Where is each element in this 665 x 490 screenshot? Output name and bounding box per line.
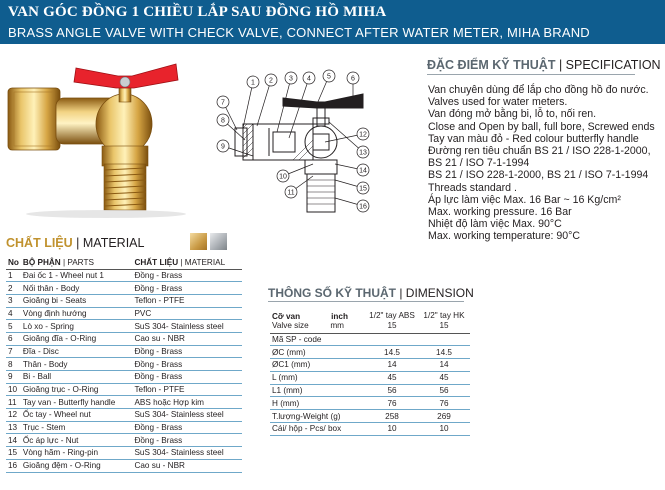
dimension-value-abs: 45 <box>366 371 418 384</box>
callout-number: 15 <box>359 185 367 193</box>
col-no: No <box>8 258 19 268</box>
callout-number: 3 <box>289 75 293 83</box>
unit-inch: inch <box>331 311 348 321</box>
dimension-value-hk: 56 <box>418 384 470 397</box>
part-name: Trục - Stem <box>21 421 133 434</box>
dimension-value-hk <box>418 333 470 346</box>
part-number: 1 <box>6 269 21 282</box>
callout-number: 10 <box>279 173 287 181</box>
material-row <box>6 320 242 333</box>
part-number: 16 <box>6 459 21 472</box>
part-name: Đai ốc 1 - Wheel nut 1 <box>21 269 133 282</box>
part-name: Gioăng đệm - O-Ring <box>21 459 133 472</box>
specification-line: Tay van màu đỏ - Red colour butterfly handle <box>428 132 639 145</box>
size-col-hk-mm: 15 <box>439 320 449 330</box>
dimension-value-abs: 10 <box>366 423 418 436</box>
part-number: 9 <box>6 371 21 384</box>
specification-heading-separator: | <box>555 58 566 72</box>
specification-heading-vn: ĐẶC ĐIỂM KỸ THUẬT <box>427 58 556 72</box>
dimension-value-hk: 76 <box>418 397 470 410</box>
dimension-table <box>270 309 470 436</box>
material-row <box>6 396 242 409</box>
exploded-section-drawing <box>213 68 413 218</box>
callout-number: 7 <box>221 99 225 107</box>
part-material: Đồng - Brass <box>132 434 242 447</box>
specification-heading <box>427 58 661 72</box>
part-number: 8 <box>6 358 21 371</box>
callout-number: 12 <box>359 131 367 139</box>
callout-number: 5 <box>327 73 331 81</box>
part-number: 11 <box>6 396 21 409</box>
part-number: 4 <box>6 307 21 320</box>
material-table <box>6 257 242 473</box>
material-row <box>6 371 242 384</box>
part-name: Đĩa - Disc <box>21 345 133 358</box>
callout-number: 14 <box>359 167 367 175</box>
part-material: Đồng - Brass <box>132 269 242 282</box>
material-row <box>6 434 242 447</box>
material-heading-separator: | <box>72 236 83 250</box>
part-name: Ốc tay - Wheel nut <box>21 409 133 422</box>
material-heading <box>6 236 144 250</box>
callout-leader <box>243 79 255 128</box>
specification-line: Threads standard . <box>428 181 517 194</box>
part-material: ABS hoặc Hợp kim <box>132 396 242 409</box>
brass-swatch <box>190 233 207 250</box>
part-number: 15 <box>6 447 21 460</box>
part-material: PVC <box>132 307 242 320</box>
col-material-en: | MATERIAL <box>178 258 226 268</box>
part-number: 5 <box>6 320 21 333</box>
specification-divider <box>427 74 635 75</box>
dimension-label: H (mm) <box>270 397 366 410</box>
callout-number: 11 <box>287 189 295 197</box>
part-number: 2 <box>6 282 21 295</box>
dimension-value-abs: 56 <box>366 384 418 397</box>
material-row <box>6 269 242 282</box>
size-col-hk-inch: 1/2" tay HK <box>423 310 465 320</box>
title-banner <box>0 0 665 44</box>
product-photo <box>6 58 202 220</box>
part-name: Tay van - Butterfly handle <box>21 396 133 409</box>
col-part-en: | PARTS <box>60 258 94 268</box>
dimension-heading-vn: THÔNG SỐ KỸ THUẬT <box>268 286 396 300</box>
material-row <box>6 447 242 460</box>
part-material: SuS 304- Stainless steel <box>132 320 242 333</box>
material-row <box>6 421 242 434</box>
callout-number: 6 <box>351 75 355 83</box>
part-name: Thân - Body <box>21 358 133 371</box>
specification-line: Max. working temperature: 90°C <box>428 230 581 243</box>
title-vietnamese: VAN GÓC ĐỒNG 1 CHIỀU LẮP SAU ĐỒNG HỒ MIHA <box>8 4 387 20</box>
material-row <box>6 294 242 307</box>
material-row <box>6 307 242 320</box>
callout-number: 2 <box>269 77 273 85</box>
specification-line: Van đóng mở bằng bi, lỗ to, nối ren. <box>428 108 597 121</box>
material-heading-vn: CHẤT LIỆU <box>6 236 73 250</box>
size-col-abs-inch: 1/2" tay ABS <box>369 310 415 320</box>
callout-number: 13 <box>359 149 367 157</box>
dimension-row <box>270 359 470 372</box>
callout-number: 4 <box>307 75 311 83</box>
part-number: 3 <box>6 294 21 307</box>
callout-leader <box>289 75 311 138</box>
material-row <box>6 358 242 371</box>
col-material <box>132 257 242 269</box>
material-row <box>6 409 242 422</box>
valve-size-vn: Cỡ van <box>272 311 301 321</box>
col-part-vn: BỘ PHẬN <box>22 258 61 268</box>
specification-heading-en: SPECIFICATION <box>565 58 661 72</box>
part-material: Đồng - Brass <box>132 358 242 371</box>
part-material: SuS 304- Stainless steel <box>132 409 242 422</box>
callout-number: 9 <box>221 143 225 151</box>
part-material: Đồng - Brass <box>132 345 242 358</box>
dimension-label: ØC1 (mm) <box>270 359 366 372</box>
material-row <box>6 282 242 295</box>
dimension-label: T.lượng-Weight (g) <box>270 410 366 423</box>
part-name: Vòng hãm - Ring-pin <box>21 447 133 460</box>
dimension-value-hk: 14 <box>418 359 470 372</box>
part-name: Bi - Ball <box>21 371 133 384</box>
material-row <box>6 459 242 472</box>
part-material: Cao su - NBR <box>132 459 242 472</box>
specification-line: Nhiệt độ làm việc Max. 90°C <box>428 218 562 231</box>
dimension-value-hk: 14.5 <box>418 346 470 359</box>
title-english: BRASS ANGLE VALVE WITH CHECK VALVE, CONNECT AFTER WATER METER, MIHA BRAND <box>8 25 590 40</box>
part-name: Vòng định hướng <box>21 307 133 320</box>
dimension-row <box>270 333 470 346</box>
valve-size-en: Valve size <box>272 320 309 330</box>
dimension-value-abs: 76 <box>366 397 418 410</box>
dimension-value-hk: 10 <box>418 423 470 436</box>
dimension-row <box>270 346 470 359</box>
specification-line: BS 21 / ISO 7-1-1994 <box>428 157 530 170</box>
dimension-label: L1 (mm) <box>270 384 366 397</box>
callout-leader <box>257 77 273 126</box>
specification-line: Van chuyên dùng để lắp cho đồng hồ đo nước. <box>428 84 649 96</box>
part-material: Teflon - PTFE <box>132 294 242 307</box>
col-part <box>21 257 133 269</box>
dimension-label: Mã SP - code <box>270 333 366 346</box>
part-material: Đồng - Brass <box>132 421 242 434</box>
part-number: 12 <box>6 409 21 422</box>
part-material: Đồng - Brass <box>132 282 242 295</box>
part-material: Teflon - PTFE <box>132 383 242 396</box>
callout-number: 8 <box>221 117 225 125</box>
specification-text <box>428 84 664 243</box>
part-material: Đồng - Brass <box>132 371 242 384</box>
specification-line: BS 21 / ISO 228-1-2000, BS 21 / ISO 7-1-1994 <box>428 169 649 182</box>
specification-line: Đường ren tiêu chuẩn BS 21 / ISO 228-1-2000, <box>428 145 651 158</box>
part-number: 6 <box>6 332 21 345</box>
material-row <box>6 332 242 345</box>
dimension-value-hk: 269 <box>418 410 470 423</box>
size-col-abs <box>366 309 418 333</box>
part-name: Gioăng trục - O-Ring <box>21 383 133 396</box>
dimension-row <box>270 384 470 397</box>
callout-number: 16 <box>359 203 367 211</box>
dimension-heading-en: DIMENSION <box>405 286 474 300</box>
part-name: Gioăng đĩa - O-Ring <box>21 332 133 345</box>
dimension-label: Cái/ hộp - Pcs/ box <box>270 423 366 436</box>
dimension-label: L (mm) <box>270 371 366 384</box>
part-number: 14 <box>6 434 21 447</box>
dimension-divider <box>268 301 464 302</box>
dimension-row <box>270 371 470 384</box>
size-col-abs-mm: 15 <box>387 320 397 330</box>
part-name: Ốc áp lực - Nut <box>21 434 133 447</box>
material-heading-en: MATERIAL <box>82 236 145 250</box>
valve-size-label <box>270 309 366 333</box>
dimension-label: ØC (mm) <box>270 346 366 359</box>
dimension-value-abs: 14.5 <box>366 346 418 359</box>
dimension-value-abs: 14 <box>366 359 418 372</box>
callout-number: 1 <box>251 79 255 87</box>
specification-line: Close and Open by ball, full bore, Screwed ends <box>428 120 655 133</box>
dimension-row <box>270 410 470 423</box>
dimension-value-abs: 258 <box>366 410 418 423</box>
part-number: 7 <box>6 345 21 358</box>
material-row <box>6 345 242 358</box>
dimension-value-abs <box>366 333 418 346</box>
dimension-row <box>270 397 470 410</box>
dimension-heading <box>268 286 474 300</box>
material-row <box>6 383 242 396</box>
part-number: 13 <box>6 421 21 434</box>
specification-line: Áp lực làm việc Max. 16 Bar ~ 16 Kg/cm² <box>428 193 621 206</box>
part-material: Cao su - NBR <box>132 332 242 345</box>
unit-mm: mm <box>330 320 344 330</box>
dimension-table-header <box>270 309 470 333</box>
dimension-row <box>270 423 470 436</box>
size-col-hk <box>418 309 470 333</box>
part-number: 10 <box>6 383 21 396</box>
col-material-vn: CHẤT LIỆU <box>134 258 179 268</box>
part-name: Gioăng bi - Seats <box>21 294 133 307</box>
material-table-header <box>6 257 242 269</box>
dimension-value-hk: 45 <box>418 371 470 384</box>
steel-swatch <box>210 233 227 250</box>
specification-line: Max. working pressure. 16 Bar <box>428 206 572 219</box>
specification-line: Valves used for water meters. <box>428 96 568 109</box>
part-name: Nối thân - Body <box>21 282 133 295</box>
part-name: Lò xo - Spring <box>21 320 133 333</box>
part-material: SuS 304- Stainless steel <box>132 447 242 460</box>
dimension-heading-separator: | <box>396 286 406 300</box>
